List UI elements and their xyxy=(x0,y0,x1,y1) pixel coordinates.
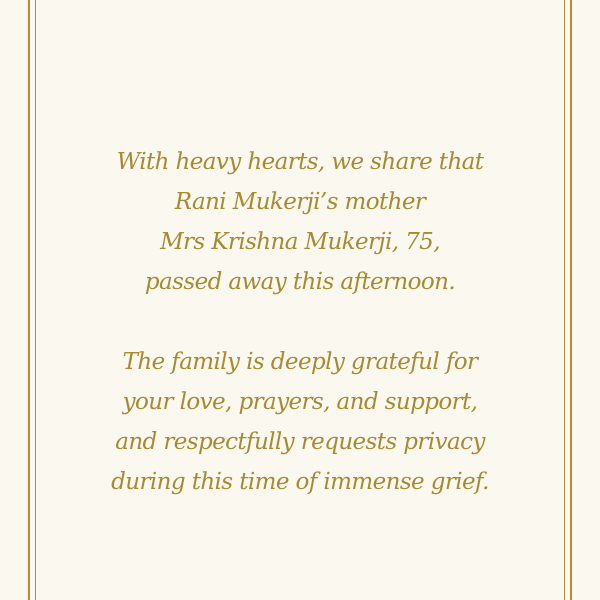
announcement-paragraph xyxy=(60,142,540,302)
message-line: and respectfully requests privacy xyxy=(115,429,485,455)
condolence-message xyxy=(60,142,540,502)
message-line: during this time of immense grief. xyxy=(111,469,489,495)
message-line: Mrs Krishna Mukerji, 75, xyxy=(160,229,440,255)
message-line: Rani Mukerji’s mother xyxy=(174,189,426,215)
message-line: your love, prayers, and support, xyxy=(122,389,478,415)
gratitude-paragraph xyxy=(60,342,540,502)
message-line: The family is deeply grateful for xyxy=(122,349,478,375)
message-line: With heavy hearts, we share that xyxy=(116,149,484,175)
message-line: passed away this afternoon. xyxy=(144,269,456,295)
